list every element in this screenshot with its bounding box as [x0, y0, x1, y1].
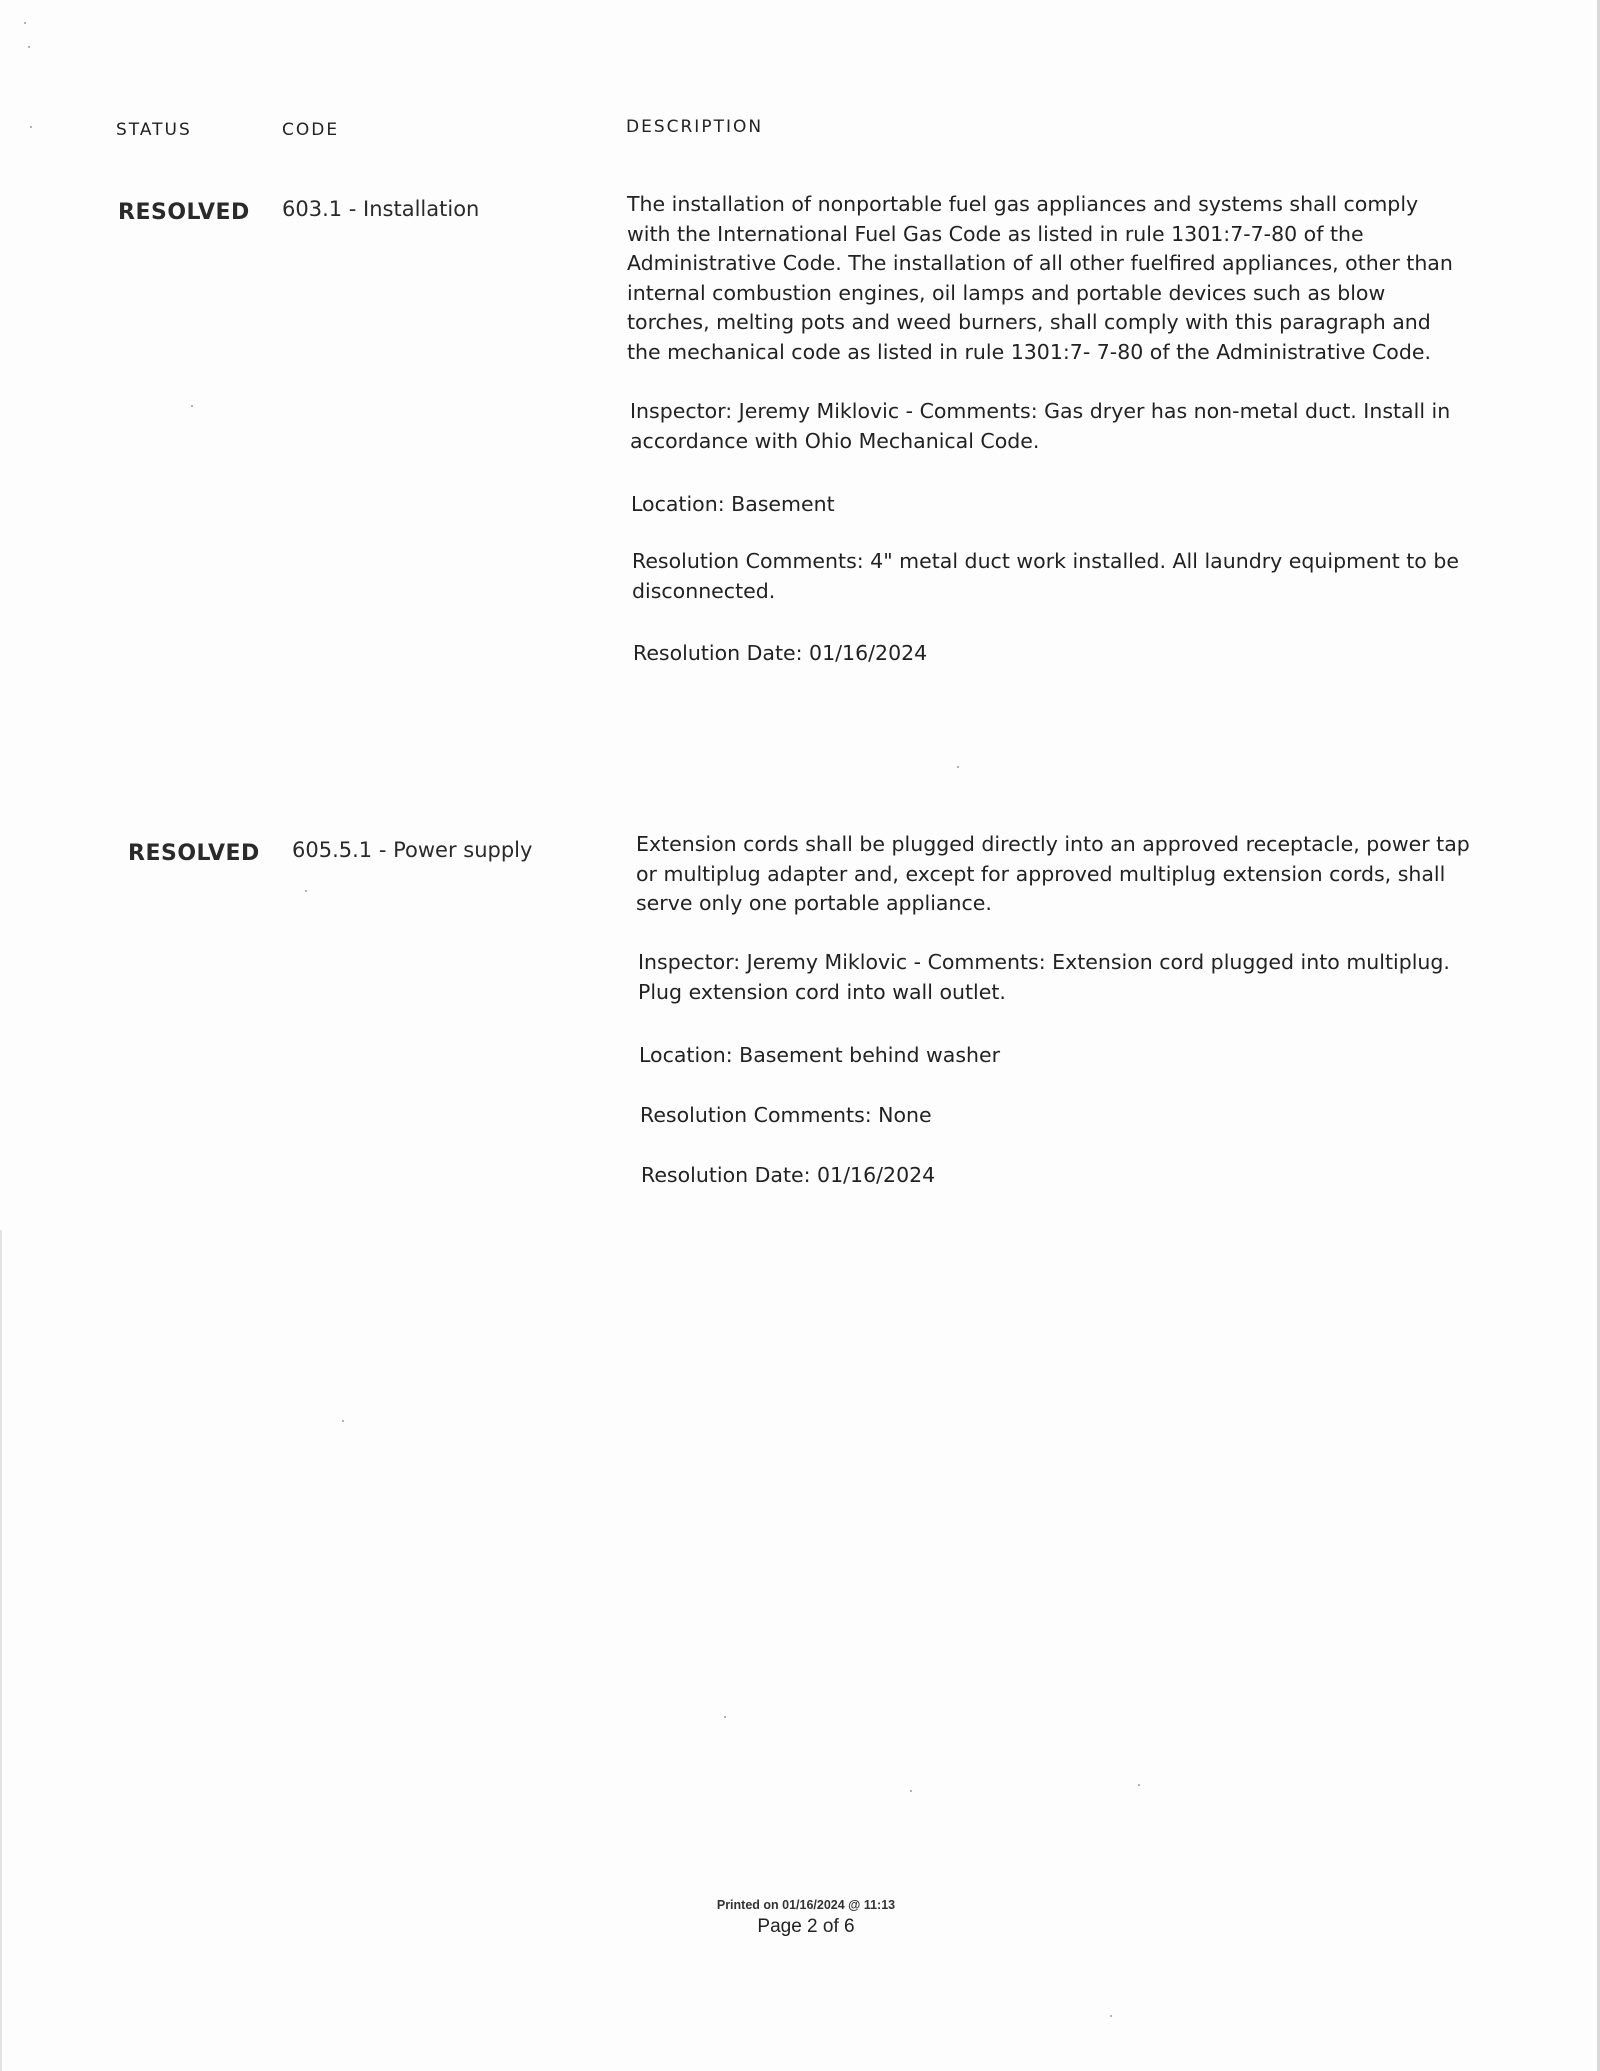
violation-1-resolution-comments: Resolution Comments: 4" metal duct work installed. All laundry equipment to be disconnected. [632, 549, 1459, 603]
header-description: DESCRIPTION [626, 117, 764, 137]
scan-speck [305, 890, 307, 892]
violation-1-code: 603.1 - Installation [282, 197, 480, 221]
violation-2-status: RESOLVED [128, 841, 260, 866]
scan-speck [24, 22, 26, 24]
footer-printed-timestamp: Printed on 01/16/2024 @ 11:13 [716, 1898, 896, 1912]
violation-1-status: RESOLVED [118, 200, 250, 225]
scan-speck [1138, 1784, 1140, 1786]
violation-2-code: 605.5.1 - Power supply [292, 838, 533, 862]
scan-speck [30, 126, 32, 128]
violation-2-location: Location: Basement behind washer [639, 1043, 1001, 1067]
scan-speck [724, 1716, 726, 1718]
scan-speck [1110, 2015, 1112, 2017]
header-status: STATUS [116, 120, 192, 140]
scan-speck [957, 766, 959, 768]
scan-speck [28, 46, 30, 48]
violation-2-resolution-comments: Resolution Comments: None [640, 1103, 932, 1127]
violation-2-inspector-comments: Inspector: Jeremy Miklovic - Comments: Extension cord plugged into multiplug. Plug extension cord into wall outlet. [638, 950, 1450, 1004]
scan-edge-left [0, 1230, 2, 2071]
violation-1-resolution-date: Resolution Date: 01/16/2024 [633, 641, 928, 665]
violation-1-inspector-comments: Inspector: Jeremy Miklovic - Comments: Gas dryer has non-metal duct. Install in accordance with Ohio Mechanical Code. [630, 399, 1451, 453]
scan-speck [342, 1420, 344, 1422]
scan-speck [191, 405, 193, 407]
violation-2-description: Extension cords shall be plugged directly into an approved receptacle, power tap or multiplug adapter and, except for approved multiplug extension cords, shall serve only one portable appliance. [636, 832, 1470, 915]
scan-speck [910, 1790, 912, 1792]
violation-2-resolution-date: Resolution Date: 01/16/2024 [641, 1163, 936, 1187]
footer-page-number: Page 2 of 6 [757, 1916, 855, 1937]
violation-1-description: The installation of nonportable fuel gas appliances and systems shall comply with the International Fuel Gas Code as listed in rule 1301:7-7-80 of the Administrative Code. The installation of all other fuelfired appliances, other than internal combustion engines, oil lamps and portable devices such as blow torches, melting pots and weed burners, shall comply with this paragraph and the mechanical code as listed in rule 1301:7- 7-80 of the Administrative Code. [627, 192, 1453, 364]
violation-1-location: Location: Basement [631, 492, 835, 516]
header-code: CODE [282, 120, 340, 140]
